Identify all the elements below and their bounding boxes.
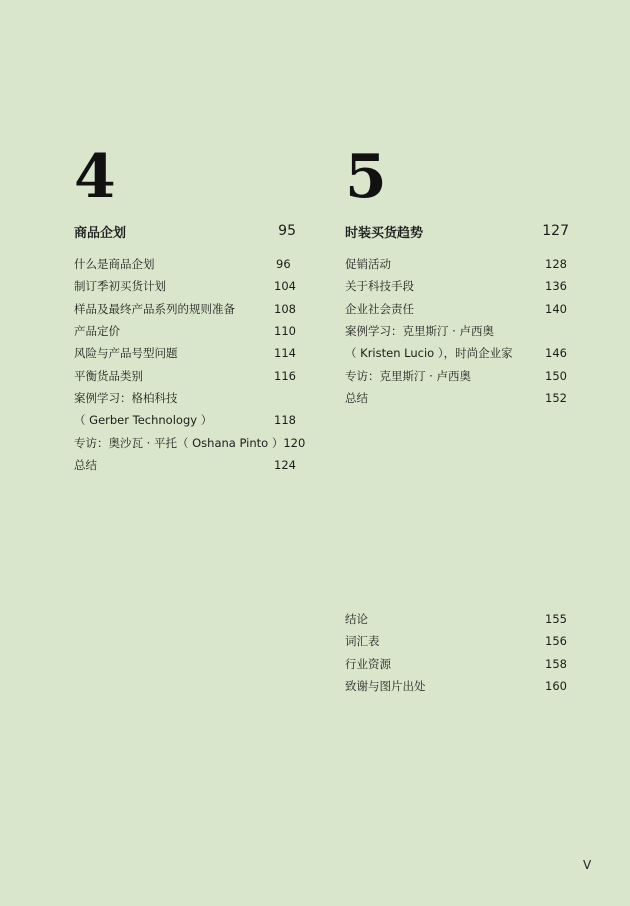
toc-entry [345, 364, 567, 386]
toc-entry-title: 制订季初买货计划 [74, 279, 166, 294]
toc-entry-title: （ Gerber Technology ） [74, 413, 213, 428]
back-matter-entry [345, 653, 567, 675]
toc-entry [74, 364, 296, 386]
toc-entry-page: 110 [274, 324, 296, 339]
toc-entry [74, 253, 296, 275]
chapter-heading [74, 221, 296, 241]
toc-entry-title: 企业社会责任 [345, 301, 414, 316]
toc-entry-page: 146 [545, 346, 567, 361]
toc-entry-page: 150 [545, 368, 567, 383]
toc-entry-title: 案例学习：格柏科技 [74, 390, 178, 405]
toc-entry-title: 词汇表 [345, 634, 380, 649]
toc-entry-page: 156 [545, 634, 567, 649]
chapter-page: 95 [278, 223, 296, 239]
toc-entry-title: 致谢与图片出处 [345, 679, 426, 694]
chapter-title: 商品企划 [74, 225, 127, 241]
toc-entry-title: 专访：奥沙瓦 · 平托（ Oshana Pinto ） [74, 435, 284, 450]
toc-entry-page: 104 [274, 279, 296, 294]
chapter-title: 时装买货趋势 [345, 225, 424, 241]
toc-entry-page: 108 [274, 301, 296, 316]
toc-entry [345, 275, 567, 297]
toc-entry [345, 342, 567, 364]
toc-entry-title: （ Kristen Lucio ），时尚企业家 [345, 346, 513, 361]
toc-entry [74, 298, 296, 320]
toc-entry-page: 118 [274, 413, 296, 428]
toc-entry [74, 275, 296, 297]
toc-entry-page: 136 [545, 279, 567, 294]
chapter-page: 127 [542, 223, 569, 239]
toc-entry [345, 387, 567, 409]
toc-entry-page: 160 [545, 679, 567, 694]
toc-entry [74, 387, 296, 409]
toc-entry-title: 风险与产品号型问题 [74, 346, 178, 361]
toc-entry-title: 促销活动 [345, 257, 391, 272]
back-matter-entry [345, 608, 567, 630]
toc-entry-title: 专访：克里斯汀 · 卢西奥 [345, 368, 471, 383]
toc-entry-title: 结论 [345, 612, 368, 627]
chapter-heading [345, 221, 569, 241]
back-matter-list [345, 608, 567, 697]
toc-entry-page: 155 [545, 612, 567, 627]
toc-list [345, 253, 567, 409]
toc-entry-page: 116 [274, 368, 296, 383]
toc-entry-page: 120 [283, 435, 306, 450]
toc-entry-page: 96 [276, 257, 291, 272]
toc-entry-title: 总结 [74, 457, 97, 472]
back-matter-entry [345, 675, 567, 697]
back-matter-entry [345, 630, 567, 652]
toc-entry-page: 128 [545, 257, 567, 272]
toc-entry-title: 案例学习：克里斯汀 · 卢西奥 [345, 324, 494, 339]
toc-entry-title: 样品及最终产品系列的规则准备 [74, 301, 235, 316]
toc-entry-title: 平衡货品类别 [74, 368, 143, 383]
chapter-number: 5 [345, 142, 387, 212]
toc-entry-page: 124 [274, 457, 296, 472]
toc-entry [74, 409, 296, 431]
toc-entry [345, 253, 567, 275]
toc-entry-page: 114 [274, 346, 296, 361]
toc-entry [74, 431, 306, 453]
toc-entry-title: 关于科技手段 [345, 279, 414, 294]
toc-entry [74, 342, 296, 364]
toc-entry [345, 298, 567, 320]
toc-entry-title: 产品定价 [74, 324, 120, 339]
toc-entry [345, 320, 567, 342]
toc-entry-title: 行业资源 [345, 656, 391, 671]
toc-entry [74, 320, 296, 342]
toc-entry-page: 140 [545, 301, 567, 316]
toc-entry-title: 什么是商品企划 [74, 257, 155, 272]
chapter-number: 4 [74, 142, 116, 212]
toc-list [74, 253, 306, 476]
toc-entry-page: 158 [545, 656, 567, 671]
page-number: V [583, 858, 592, 872]
toc-entry [74, 454, 296, 476]
toc-entry-title: 总结 [345, 390, 368, 405]
toc-entry-page: 152 [545, 390, 567, 405]
